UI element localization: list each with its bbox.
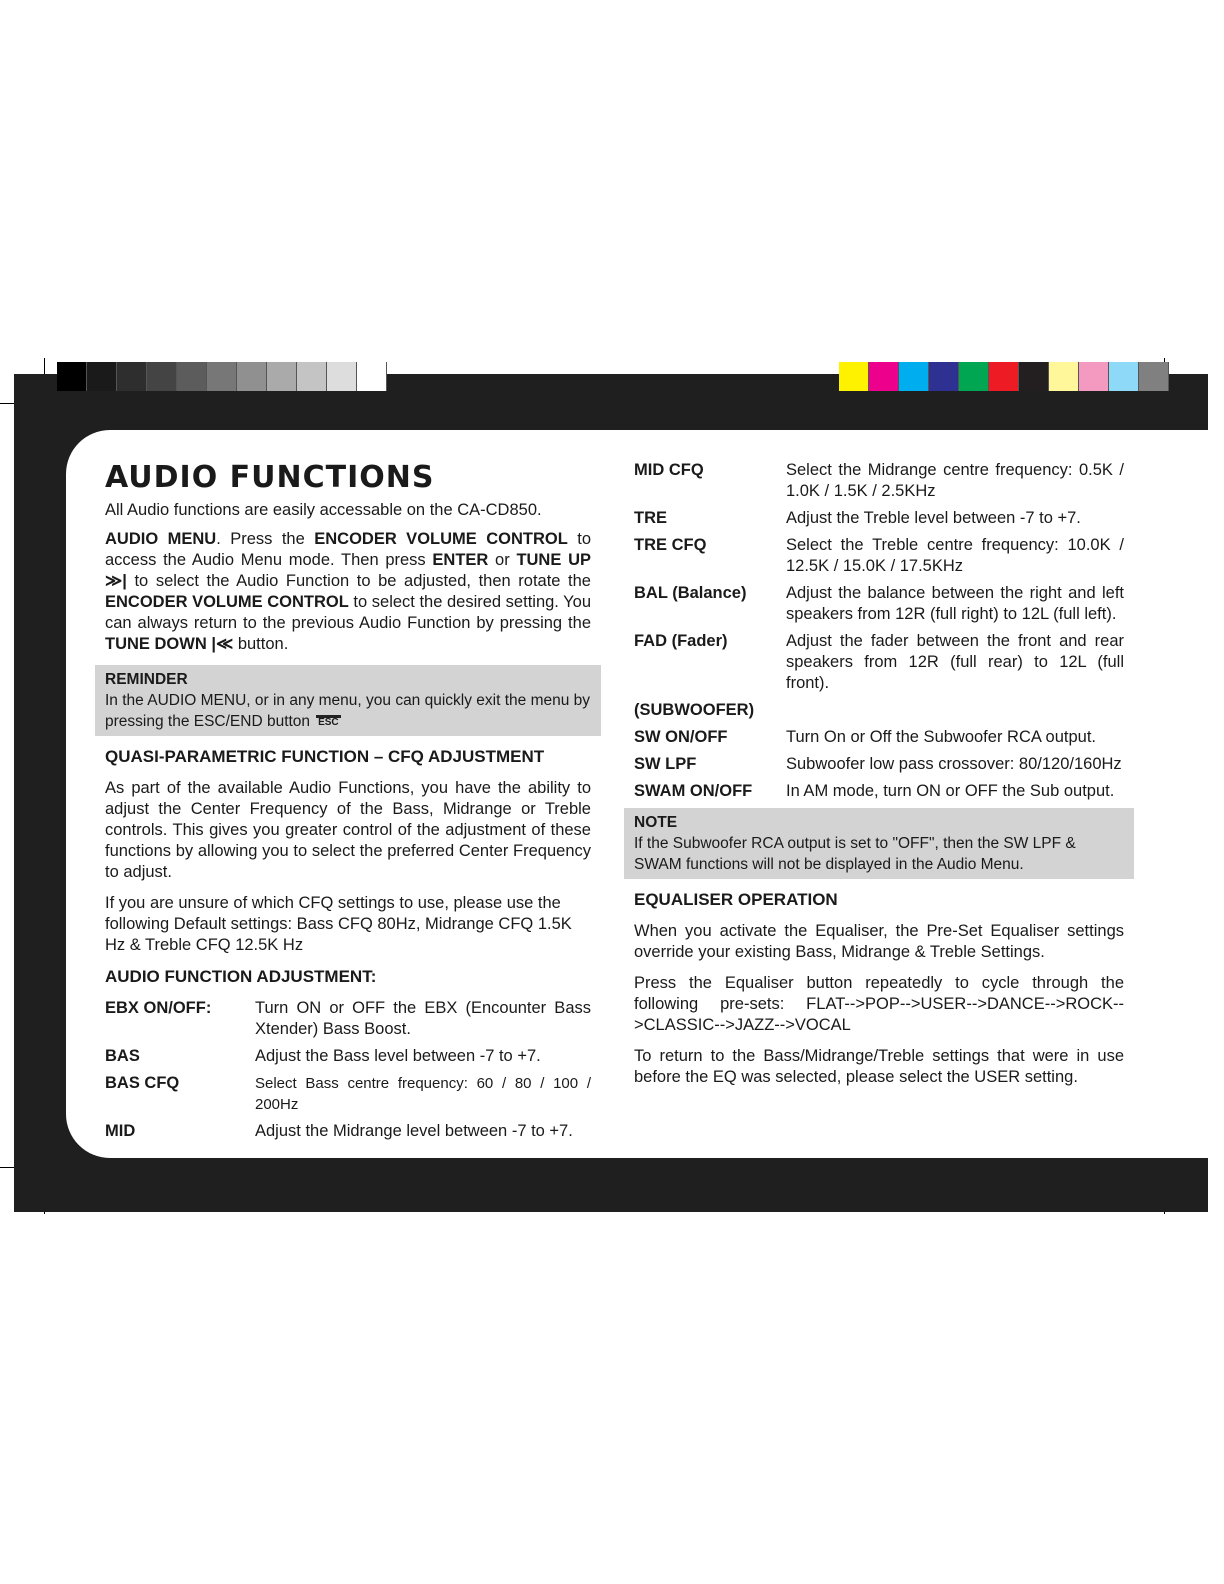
item-value: Select the Treble centre frequency: 10.0K / 12.5K / 15.0K / 17.5KHz — [786, 536, 1124, 575]
list-item — [634, 508, 1124, 529]
list-item — [634, 700, 1124, 721]
tune-up-label: TUNE UP — [516, 551, 591, 569]
intro-text: All Audio functions are easily accessable on the CA-CD850. — [105, 501, 542, 519]
item-value: Subwoofer low pass crossover: 80/120/160Hz — [786, 755, 1122, 773]
item-value: Turn ON or OFF the EBX (Encounter Bass Xtender) Bass Boost. — [255, 999, 591, 1038]
list-item — [634, 460, 1124, 502]
list-item — [105, 1073, 591, 1115]
color-swatch — [899, 362, 929, 391]
color-swatch — [839, 362, 869, 391]
note-heading: NOTE — [634, 814, 678, 831]
item-key: TRE — [634, 509, 667, 527]
color-swatch — [57, 362, 87, 391]
list-item — [634, 781, 1124, 802]
reminder-text: In the AUDIO MENU, or in any menu, you can quickly exit the menu by pressing the ESC/END button — [105, 692, 591, 730]
tune-down-label: TUNE DOWN — [105, 635, 207, 653]
text: to select the Audio Function to be adjusted, then rotate the — [126, 572, 591, 590]
adjustment-list — [105, 998, 591, 1142]
color-swatch — [1079, 362, 1109, 391]
item-key: FAD (Fader) — [634, 632, 728, 650]
audio-menu-paragraph — [105, 529, 591, 655]
color-swatch — [989, 362, 1019, 391]
color-swatch — [1139, 362, 1169, 391]
adjustment-heading: AUDIO FUNCTION ADJUSTMENT: — [105, 967, 377, 986]
color-swatch — [1019, 362, 1049, 391]
color-swatch — [327, 362, 357, 391]
color-swatch — [267, 362, 297, 391]
color-swatch — [357, 362, 387, 391]
list-item — [105, 1046, 591, 1067]
list-item — [634, 631, 1124, 694]
equaliser-paragraph-3: To return to the Bass/Midrange/Treble settings that were in use before the EQ was selected, please select the USER setting. — [634, 1047, 1124, 1086]
color-swatch — [117, 362, 147, 391]
note-text: If the Subwoofer RCA output is set to "OFF", then the SW LPF & SWAM functions will not be displayed in the Audio Menu. — [634, 835, 1076, 873]
item-key: SWAM ON/OFF — [634, 782, 753, 800]
item-value: Adjust the Midrange level between -7 to +7. — [255, 1122, 573, 1140]
item-value: Turn On or Off the Subwoofer RCA output. — [786, 728, 1096, 746]
reminder-box — [95, 665, 601, 736]
item-value: Adjust the Treble level between -7 to +7. — [786, 509, 1081, 527]
color-swatch — [207, 362, 237, 391]
color-swatch — [237, 362, 267, 391]
item-key: MID CFQ — [634, 461, 704, 479]
text: to select the desired setting. You can always return to the previous Audio Function by pressing the — [105, 593, 592, 632]
left-column — [105, 460, 591, 1148]
equaliser-paragraph-2: Press the Equaliser button repeatedly to cycle through the following pre-sets: FLAT-->POP-->USER-->DANCE-->ROCK-->CLASSIC-->JAZZ-->VOCAL — [634, 974, 1124, 1034]
settings-list — [634, 460, 1124, 802]
item-value: Select the Midrange centre frequency: 0.5K / 1.0K / 1.5K / 2.5KHz — [786, 461, 1124, 500]
item-value: In AM mode, turn ON or OFF the Sub output. — [786, 782, 1115, 800]
grayscale-calibration-strip — [57, 362, 387, 394]
item-key: BAL (Balance) — [634, 584, 747, 602]
item-key: SW ON/OFF — [634, 728, 728, 746]
esc-icon: ESC — [318, 717, 339, 729]
text: . Press the — [216, 530, 315, 548]
text: button. — [233, 635, 289, 653]
text: to access the Audio Menu mode. Then press — [105, 530, 591, 569]
item-value: Adjust the balance between the right and left speakers from 12R (full right) to 12L (full left). — [786, 584, 1124, 623]
color-swatch — [177, 362, 207, 391]
item-value: Adjust the fader between the front and rear speakers from 12R (full rear) to 12L (full front). — [786, 632, 1124, 692]
item-value: Select Bass centre frequency: 60 / 80 / 100 / 200Hz — [255, 1075, 591, 1113]
encoder-label: ENCODER VOLUME CONTROL — [105, 593, 349, 611]
list-item — [105, 998, 591, 1040]
list-item — [634, 583, 1124, 625]
item-key: (SUBWOOFER) — [634, 701, 755, 719]
item-value — [786, 700, 1124, 721]
color-swatch — [959, 362, 989, 391]
color-swatch — [869, 362, 899, 391]
item-key: SW LPF — [634, 755, 697, 773]
equaliser-paragraph-1: When you activate the Equaliser, the Pre-Set Equaliser settings override your existing Bass, Midrange & Treble Settings. — [634, 922, 1124, 961]
color-swatch — [1049, 362, 1079, 391]
list-item — [105, 1121, 591, 1142]
item-key: BAS — [105, 1047, 140, 1065]
quasi-paragraph-1: As part of the available Audio Functions, you have the ability to adjust the Center Frequency of the Bass, Midrange or Treble controls. This gives you greater control of the adjustment of these functions by allowing you to select the preferred Center Frequency to adjust. — [105, 779, 591, 881]
item-key: TRE CFQ — [634, 536, 707, 554]
color-swatch — [1109, 362, 1139, 391]
equaliser-heading: EQUALISER OPERATION — [634, 890, 838, 909]
color-swatch — [929, 362, 959, 391]
encoder-label: ENCODER VOLUME CONTROL — [314, 530, 568, 548]
quasi-heading: QUASI-PARAMETRIC FUNCTION – CFQ ADJUSTMENT — [105, 747, 545, 766]
color-swatch — [147, 362, 177, 391]
audio-menu-label: AUDIO MENU — [105, 530, 217, 548]
quasi-paragraph-2: If you are unsure of which CFQ settings to use, please use the following Default settings: Bass CFQ 80Hz, Midrange CFQ 1.5K Hz & Treble CFQ 12.5K Hz — [105, 894, 572, 954]
enter-label: ENTER — [432, 551, 489, 569]
right-column — [634, 460, 1124, 1098]
item-key: BAS CFQ — [105, 1074, 180, 1092]
item-value: Adjust the Bass level between -7 to +7. — [255, 1047, 541, 1065]
item-key: EBX ON/OFF: — [105, 999, 212, 1017]
list-item — [634, 535, 1124, 577]
list-item — [634, 754, 1124, 775]
note-box — [624, 808, 1134, 879]
list-item — [634, 727, 1124, 748]
text: or — [488, 551, 517, 569]
color-swatch — [87, 362, 117, 391]
color-swatch — [297, 362, 327, 391]
item-key: MID — [105, 1122, 136, 1140]
skip-forward-icon: ≫| — [105, 572, 127, 590]
skip-back-icon: |≪ — [211, 635, 234, 653]
color-calibration-strip — [839, 362, 1169, 394]
reminder-heading: REMINDER — [105, 671, 188, 688]
page-title: AUDIO FUNCTIONS — [105, 460, 435, 495]
